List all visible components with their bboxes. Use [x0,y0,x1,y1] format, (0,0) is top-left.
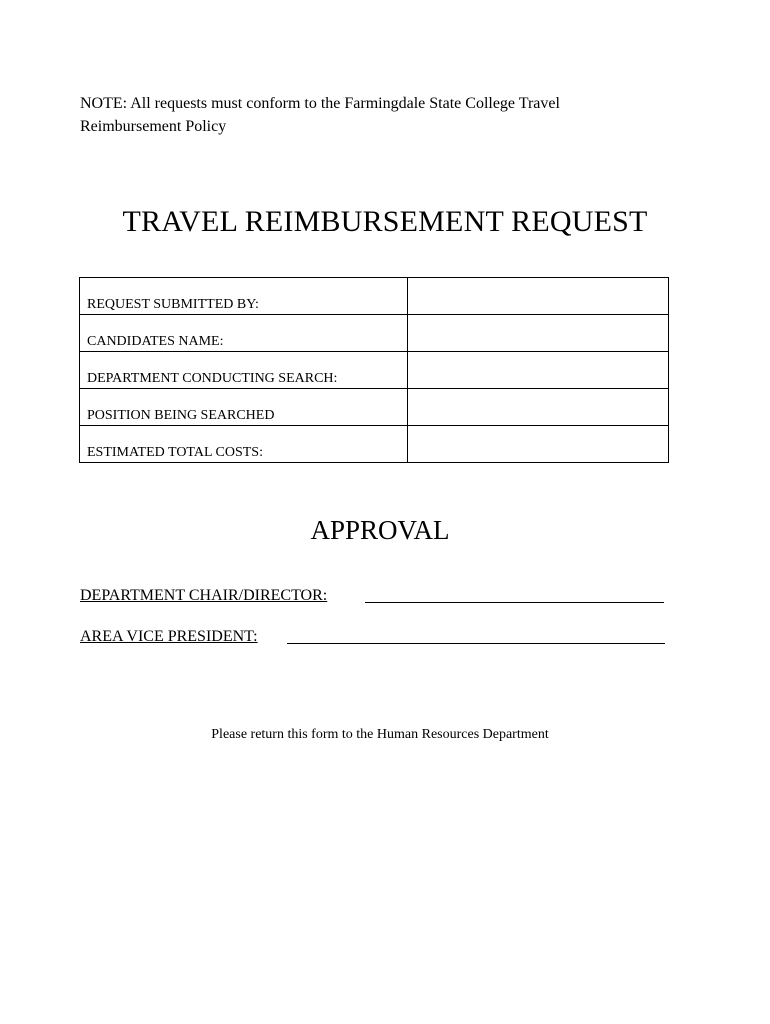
position-being-searched-field[interactable] [408,389,669,426]
return-instructions: Please return this form to the Human Resources Department [211,727,549,742]
department-chair-label: DEPARTMENT CHAIR/DIRECTOR: [80,587,328,604]
request-table [79,277,669,463]
department-chair-signature-line[interactable] [365,602,664,603]
policy-note [80,92,680,138]
policy-note-line-1: NOTE: All requests must conform to the Farmingdale State College Travel [80,95,560,112]
estimated-total-costs-label: ESTIMATED TOTAL COSTS: [80,426,408,463]
policy-note-line-2: Reimbursement Policy [80,118,227,135]
request-submitted-by-label: REQUEST SUBMITTED BY: [80,278,408,315]
table-row [80,426,669,463]
department-conducting-search-label: DEPARTMENT CONDUCTING SEARCH: [80,352,408,389]
table-row [80,315,669,352]
area-vp-signature-line[interactable] [287,643,665,644]
area-vp-label: AREA VICE PRESIDENT: [80,628,258,645]
approval-heading: APPROVAL [310,515,450,545]
department-conducting-search-field[interactable] [408,352,669,389]
form-title: TRAVEL REIMBURSEMENT REQUEST [122,205,648,238]
table-row [80,352,669,389]
candidates-name-field[interactable] [408,315,669,352]
table-row [80,278,669,315]
position-being-searched-label: POSITION BEING SEARCHED [80,389,408,426]
request-submitted-by-field[interactable] [408,278,669,315]
table-row [80,389,669,426]
estimated-total-costs-field[interactable] [408,426,669,463]
candidates-name-label: CANDIDATES NAME: [80,315,408,352]
